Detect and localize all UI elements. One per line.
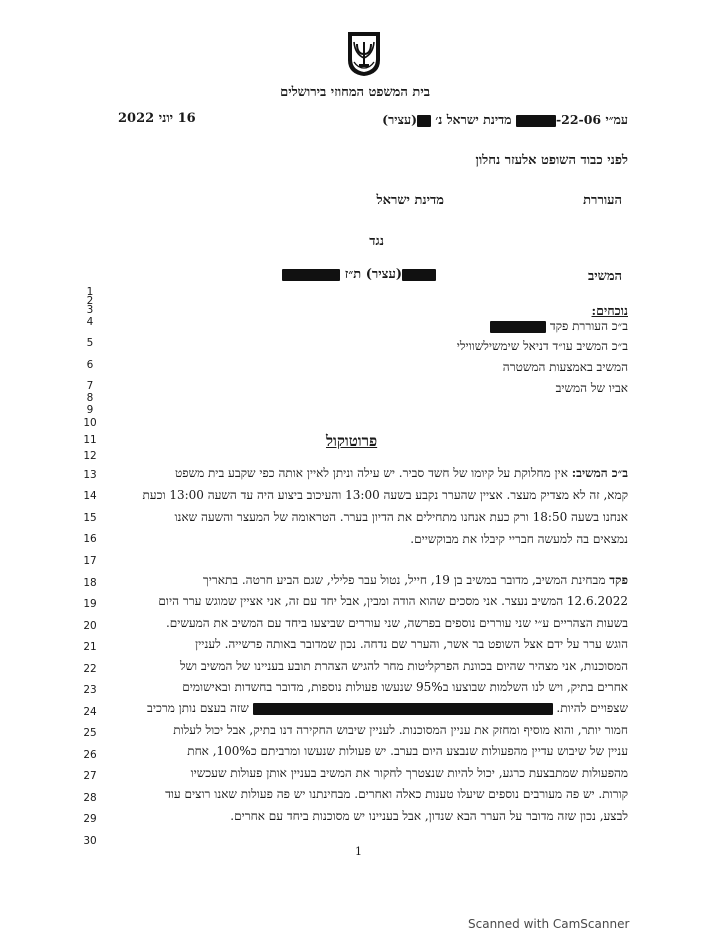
statement-line: בשעות הצהריים ע״י שני עוררים נוספים בפרשה, שני עוררים שביצעו ביחד עם המשיב את המעשים. (165, 616, 628, 630)
redaction-block (516, 115, 556, 127)
present-heading: נוכחים: (591, 303, 628, 318)
case-number-line (382, 112, 628, 128)
statement-line: 12.6.2022 המשיב נעצר. אני מסכים שהוא הודה ומבין, אבל יחד עם זה, אני אציין שמוגש ערר היום (158, 594, 628, 608)
page-number: 1 (355, 845, 362, 858)
line-number: 4 (86, 316, 94, 328)
line-number: 15 (83, 512, 97, 524)
line-number: 8 (86, 392, 94, 404)
line-number: 13 (83, 469, 97, 481)
statement-line: קמא, זה לא מצדיק מעצר. אציין שהערר נקבע בשעה 13:00 והעיכוב ביצוע היה עד השעה 13:00 וכעת (142, 488, 628, 502)
state-emblem-icon (344, 30, 384, 78)
statement-line: מהפעולות שמתבצעת כרגע, יכול להיות שנצטרך לחקור את המשיב בעניין אותן פעולות שעכשיו (190, 766, 628, 780)
statement-line: חמור יותר, והוא מוסיף ומחזק את עניין המסוכנות. לעניין שיבוש החקירה דנו בתיק, אבל יכול לעלות (173, 723, 628, 737)
line-number: 3 (86, 304, 94, 316)
statement-line: אנחנו בשעה 18:50 ורק כעת אנחנו מתחילים את הדיון בערר. הטראומה של המעצר והשעה שאנו (174, 510, 628, 524)
line-number: 21 (83, 641, 97, 653)
line-number: 11 (83, 434, 97, 446)
line-number: 2 (86, 295, 94, 307)
appellant-name: מדינת ישראל (376, 193, 444, 208)
present-item-text: ב״כ העוררת פקד (549, 319, 628, 333)
redaction-block (417, 115, 431, 127)
versus-label: נגד (369, 234, 384, 249)
line-number: 1 (86, 286, 94, 298)
line-number: 25 (83, 727, 97, 739)
line-number: 22 (83, 663, 97, 675)
line-number: 30 (83, 835, 97, 847)
statement-line: אחרים בתיק, ויש לנו השלמות שבוצעו ב95% שנעשו פעולות נוספות, מדובר בחשדות ובאישומים (182, 680, 628, 694)
line-number: 19 (83, 598, 97, 610)
redaction-block (490, 321, 546, 333)
statement-line: לבצע, נכון שזה מדובר על הערר הבא שנדון, אבל בעניינו יש מסוכנות ביחד עם אחרים. (230, 809, 628, 823)
line-number: 9 (86, 404, 94, 416)
statement-line: המסוכנות, אני מצהיר שהיום בכוונת הפרקליטות מחר להגיש הצהרת תובע בעניינו של המשיב ושל (179, 659, 628, 673)
line-number: 7 (86, 380, 94, 392)
redaction-block (253, 703, 553, 715)
line-number: 26 (83, 749, 97, 761)
case-prefix: עמ״י 22-06- (555, 112, 628, 127)
line-number: 14 (83, 490, 97, 502)
redaction-block (282, 269, 340, 281)
line-number: 29 (83, 813, 97, 825)
line-number: 18 (83, 577, 97, 589)
line-number: 5 (86, 337, 94, 349)
judge-line: לפני כבוד השופט אלעזר נחלון (475, 153, 628, 168)
appellant-role: העוררת (583, 193, 622, 208)
present-item: המשיב באמצעות המשטרה (502, 360, 628, 374)
present-item: ב״כ המשיב עו״ד דניאל שימשילשווילי (456, 339, 628, 353)
line-number: 16 (83, 533, 97, 545)
case-parties: מדינת ישראל נ׳ (435, 112, 512, 127)
case-suffix: (עציר) (382, 112, 418, 127)
hearing-date: 16 יוני 2022 (118, 111, 196, 126)
respondent-role: המשיב (587, 269, 622, 284)
line-number: 6 (86, 359, 94, 371)
protocol-title: פרוטוקול (326, 432, 378, 450)
scanner-watermark: Scanned with CamScanner (468, 917, 630, 931)
redaction-block (402, 269, 436, 281)
statement-line: קורות. יש פה מעורבים נוספים שיעלו טענות כאלה ואחרים. מבחינתנו יש פה פעולות שאנו רוצים עוד (165, 787, 628, 801)
respondent-suffix: (עציר) ת״ז (344, 267, 402, 282)
statement-line: פקד מבחינת המשיב, מדובר במשיב בן 19, חייל, נטול עבר פלילי, שגם הביע חרטה. בתאריך (202, 573, 628, 587)
line-number: 17 (83, 555, 97, 567)
speaker-label: פקד (609, 573, 628, 587)
line-number: 12 (83, 450, 97, 462)
line-number: 27 (83, 770, 97, 782)
statement-line: הוגש ערר על ידם אצל השופט בר אשר, והערר שם נדחה. נכון שמדובר באותה פרשייה. לעניין (195, 637, 628, 651)
line-number: 28 (83, 792, 97, 804)
statement-line: עניין של שיבוש עדיין מהפעולות שנבצע היום בערב. יש פעולות שנעשו ומרביתם כ100%, אחת (187, 744, 628, 758)
present-item: אביו של המשיב (555, 381, 628, 395)
line-number: 10 (83, 417, 97, 429)
statement-line: נמצאים בה למעשה חבריי קיבלו את מבוקשיים. (410, 532, 628, 546)
line-number: 23 (83, 684, 97, 696)
statement-line: שצפויים להיות. שזה בעצם נותן מרכיב (147, 701, 628, 715)
present-item (490, 319, 628, 334)
line-number: 24 (83, 706, 97, 718)
speaker-label: ב״כ המשיב: (571, 466, 628, 480)
respondent-name (282, 266, 436, 282)
court-name: בית המשפט המחוזי בירושלים (280, 85, 430, 100)
line-number: 20 (83, 620, 97, 632)
statement-line: ב״כ המשיב: אין מחלוקת על קיומו של חשד סביר. יש עילה וניתן לאיין אותה כפי שקבע בית משפט (175, 466, 628, 480)
